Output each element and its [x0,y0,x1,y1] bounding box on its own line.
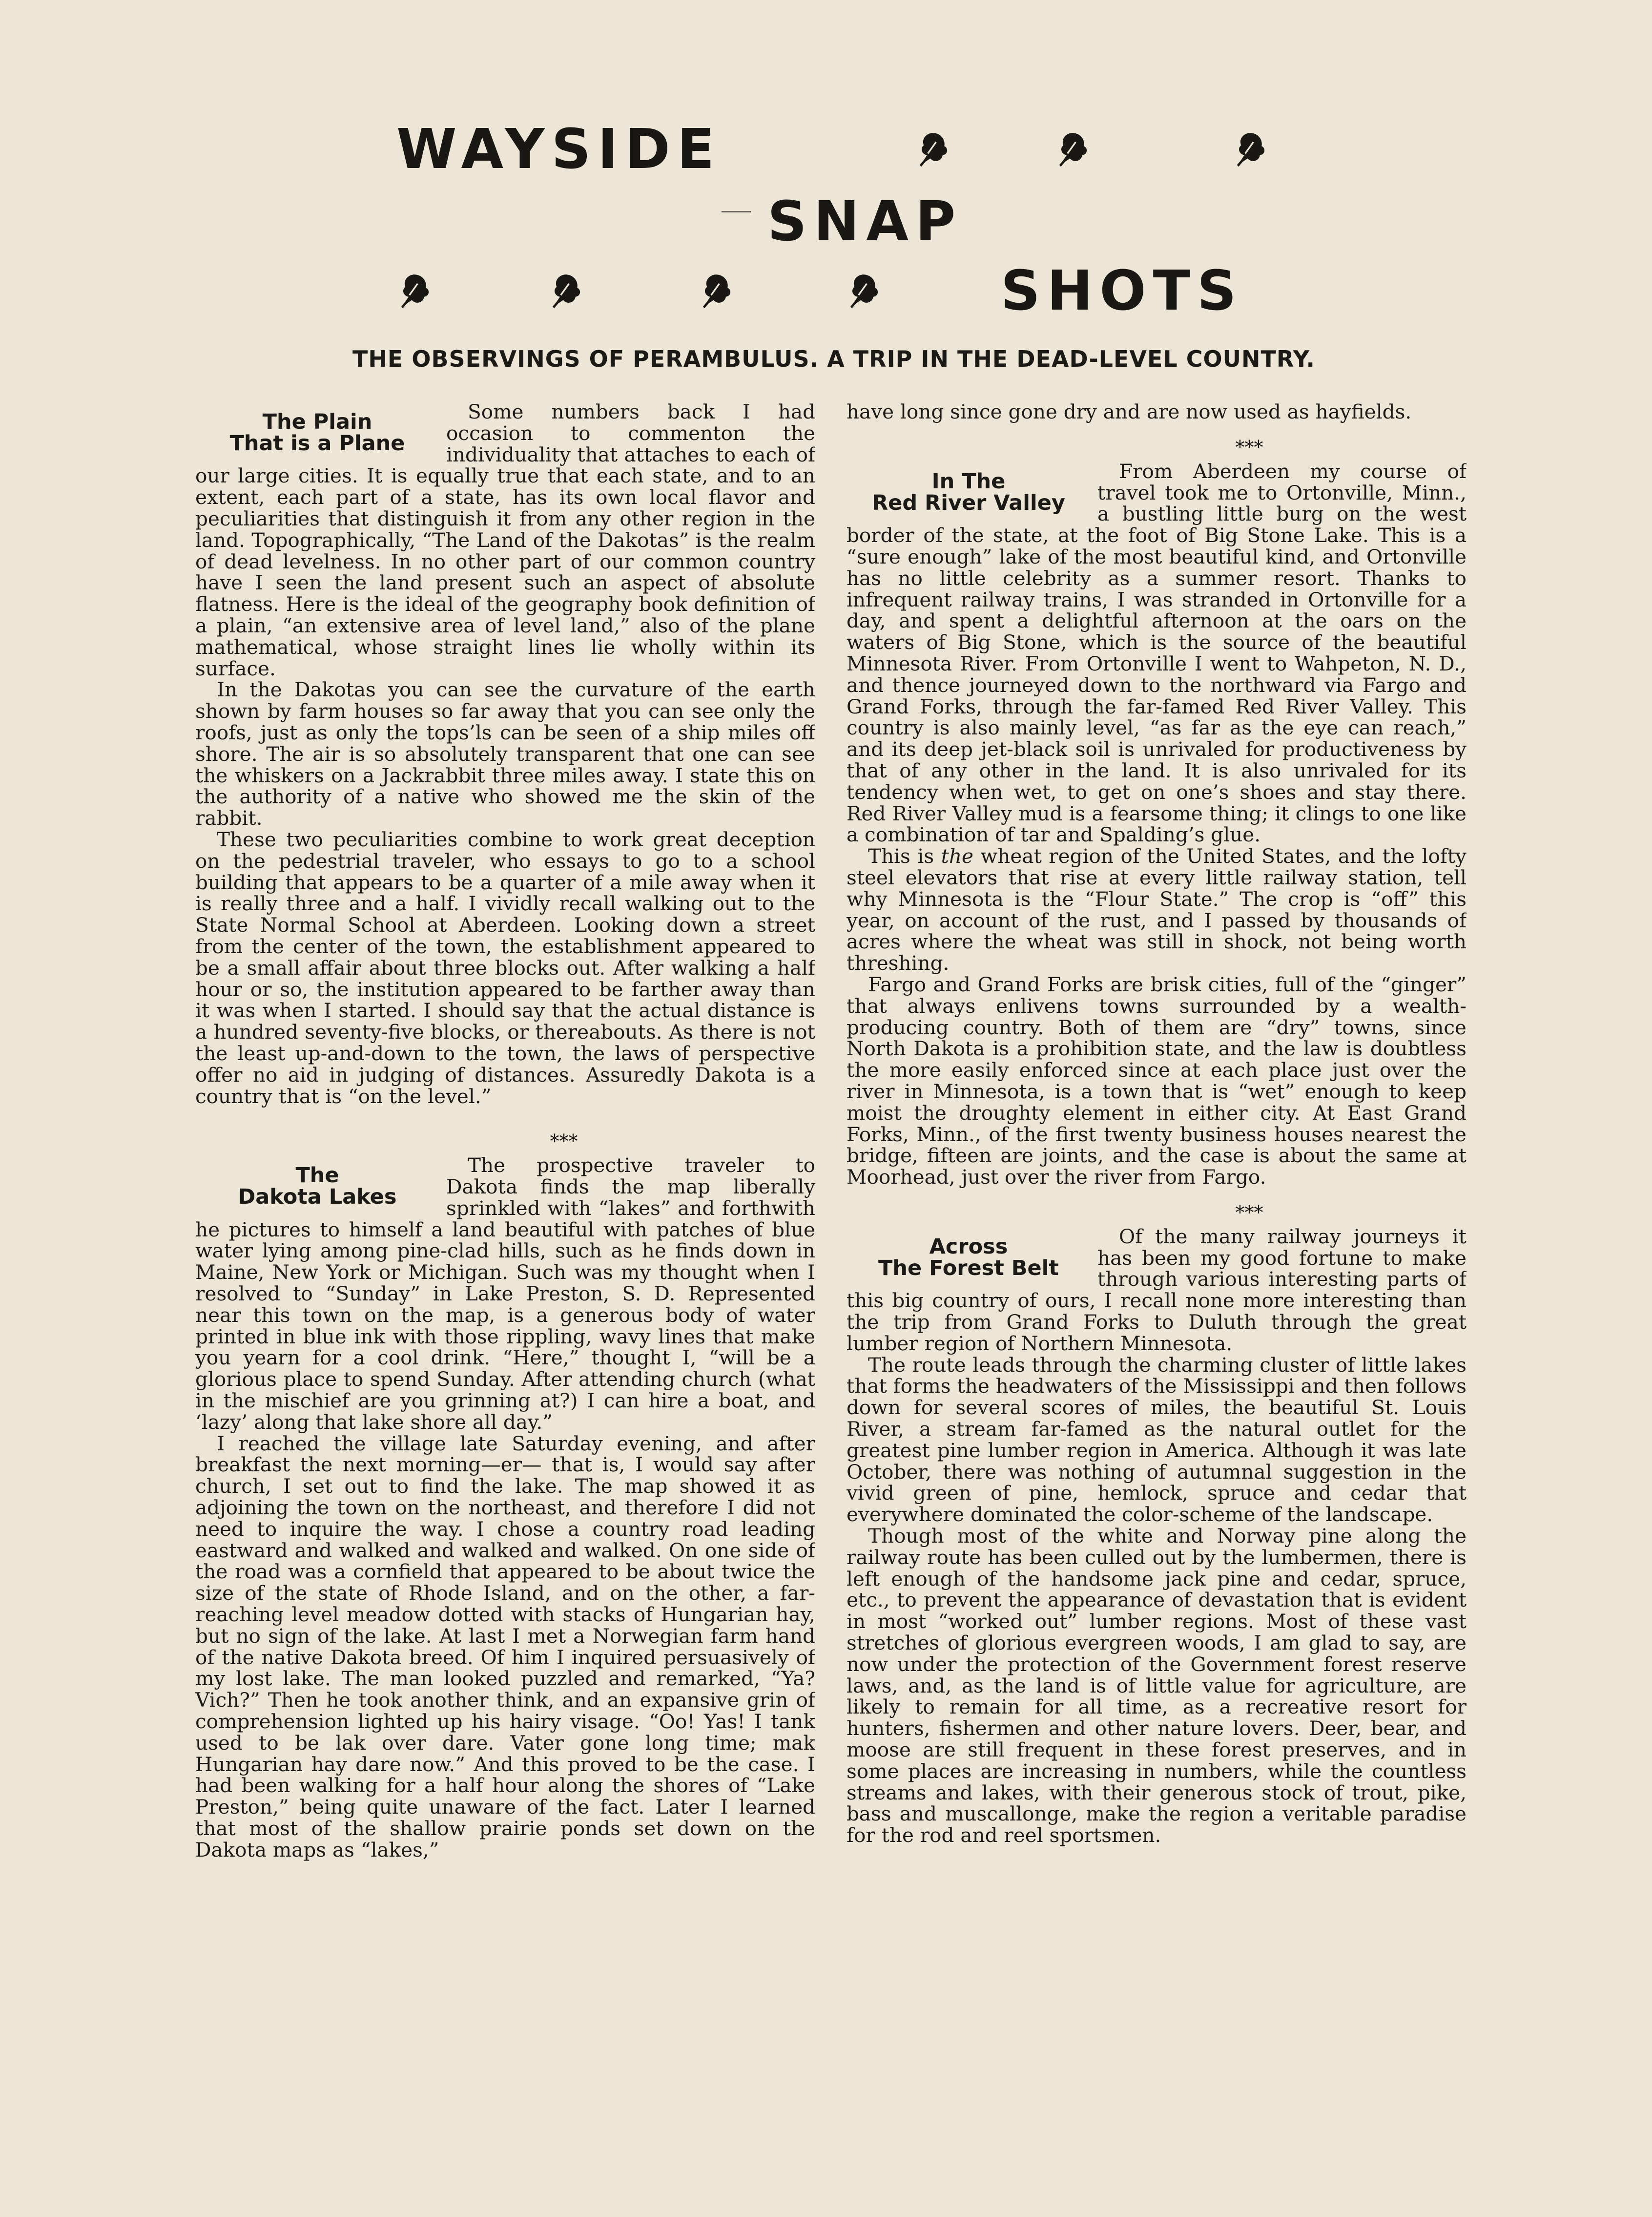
leaf-ornament-icon [391,271,432,312]
paragraph: These two peculiarities combine to work great deception on the pedestrial traveler, who essays to go to a school building that appears to be a quarter of a mile away when it is really three and a half. I vividly recall walking out to the State Normal School at Aberdeen. Looking down a street from the center of the town, the establishment appeared to be a small affair about three blocks out. After walking a half hour or so, the institution appeared to be farther away than it was when I started. I should say that the actual distance is a hundred seventy-five blocks, or thereabouts. As there is not the least up-and-down to the town, the laws of perspective offer no aid in judging of distances. Assuredly Dakota is a country that is “on the level.” [195,827,815,1108]
paragraph: The route leads through the charming cluster of little lakes that forms the headwaters of the Mississippi and then follows down for several scores of miles, the beautiful St. Louis River, a stream far-famed as the natural outlet for the greatest pine lumber region in America. Although it was late October, there was nothing of autumnal suggestion in the vivid green of pine, hemlock, spruce and cedar that everywhere dominated the color-scheme of the landscape. [847,1353,1466,1527]
sidehead-red-river-line2: Red River Valley [872,490,1065,515]
section-separator: *** [1235,1201,1263,1223]
paragraph: Some numbers back I had occasion to commenton the individuality that attaches to each of our large cities. It is equally true that each state, and to an extent, each part of a state, has its own local flavor and peculiarities that distinguish it from any other region in the land. Topographically, “The Land of the Dakotas” is the realm of dead levelness. In no other part of our common country have I seen the land present such an aspect of absolute flatness. Here is the ideal of the geography book definition of a plain, “an extensive area of level land,” also of the plane mathematical, whose straight lines lie wholly within its surface. [195,401,815,680]
sidehead-red-river [847,471,1091,514]
leaf-ornament-icon [542,271,583,312]
sidehead-plain-line1: The Plain [262,410,372,434]
title-snap: SNAP [767,190,963,253]
section-separator: *** [1235,436,1263,458]
paragraph: I reached the village late Saturday evening, and after breakfast the next morning—er— that is, I would say after church, I set out to find the lake. The map showed it as adjoining the town on the northeast, and therefore I did not need to inquire the way. I chose a country road leading eastward and walked and walked and walked. On one side of the road was a cornfield that appeared to be about twice the size of the state of Rhode Island, and on the other, a far-reaching level meadow dotted with stacks of Hungarian hay, but no sign of the lake. At last I met a Norwegian farm hand of the native Dakota breed. Of him I inquired persuasively of my lost lake. The man looked puzzled and remarked, “Ya? Vich?” Then he took another think, and an expansive grin of comprehension lighted up his hairy visage. “Oo! Yas! I tank used to be lak over dare. Vater gone long time; mak Hungarian hay dare now.” And this proved to be the case. I had been walking for a half hour along the shores of “Lake Preston,” being quite unaware of the fact. Later I learned that most of the shallow prairie ponds set down on the Dakota maps as “lakes,” [195,1431,815,1861]
sidehead-lakes-line1: The [295,1163,339,1188]
sidehead-plain [195,411,439,454]
paragraph [847,846,1466,974]
sidehead-red-river-line1: In The [931,469,1006,494]
emphasis: the [941,844,974,868]
title-shots: SHOTS [1001,259,1243,323]
paragraph: The prospective traveler to Dakota finds the map liberally sprinkled with “lakes” and forthwith he pictures to himself a land beautiful with patches of blue water lying among pine-clad hills, such as he finds down in Maine, New York or Michigan. Such was my thought when I resolved to “Sunday” in Lake Preston, S. D. Represented near this town on the map, is a generous body of water printed in blue ink with those rippling, wavy lines that make you yearn for a cool drink. “Here,” thought I, “will be a glorious place to spend Sunday. After attending church (what in the mischief are you grinning at?) I can hire a boat, and ‘lazy’ along that lake shore all day.” [195,1153,815,1434]
leaf-ornament-icon [909,129,950,170]
leaf-ornament-icon [840,271,881,312]
leaf-ornament-icon [1226,129,1267,170]
sidehead-forest-line1: Across [929,1234,1008,1259]
sidehead-lakes-line2: Dakota Lakes [238,1185,397,1210]
sidehead-forest-line2: The Forest Belt [878,1255,1059,1280]
title-wayside: WAYSIDE [396,118,722,181]
sidehead-forest [847,1236,1091,1279]
leaf-ornament-icon [692,271,733,312]
paragraph: have long since gone dry and are now used as hayfields. [847,401,1412,423]
paragraph: From Aberdeen my course of travel took me to Ortonville, Minn., a bustling little burg on the west border of the state, at the foot of Big Stone Lake. This is a “sure enough” lake of the most beautiful kind, and Ortonville has no little celebrity as a summer resort. Thanks to infrequent railway trains, I was stranded in Ortonville for a day, and spent a delightful afternoon at the oars on the waters of Big Stone, which is the source of the beautiful Minnesota River. From Ortonville I went to Wahpeton, N. D., and thence journeyed down to the northward via Fargo and Grand Forks, through the far-famed Red River Valley. This country is also mainly level, “as far as the eye can reach,” and its deep jet-black soil is unrivaled for productiveness by that of any other in the land. It is also unrivaled for its tendency when wet, to get on one’s shoes and stay there. Red River Valley mud is a fearsome thing; it clings to one like a combination of tar and Spalding’s glue. [847,459,1466,847]
leaf-ornament-icon [1049,129,1090,170]
sidehead-lakes [195,1165,439,1208]
right-column [847,401,1466,2086]
paragraph: Of the many railway journeys it has been my good fortune to make through various interesting parts of this big country of ours, I recall none more interesting than the trip from Grand Forks to Duluth through the great lumber region of Northern Minnesota. [847,1224,1466,1355]
title-dash [722,211,751,212]
left-column [195,401,815,2086]
paragraph: In the Dakotas you can see the curvature of the earth shown by farm houses so far away that you can see only the roofs, just as only the tops’ls can be seen of a ship miles off shore. The air is so absolutely transparent that one can see the whiskers on a Jackrabbit three miles away. I state this on the authority of a native who showed me the skin of the rabbit. [195,678,815,830]
paragraph: Fargo and Grand Forks are brisk cities, full of the “ginger” that always enlivens towns surrounded by a wealth-producing country. Both of them are “dry” towns, since North Dakota is a prohibition state, and the law is doubtless the more easily enforced since at each place just over the river in Minnesota, is a town that is “wet” enough to keep moist the droughty element in either city. At East Grand Forks, Minn., of the first twenty business houses nearest the bridge, fifteen are joints, and the case is about the same at Moorhead, just over the river from Fargo. [847,972,1466,1189]
paragraph: Though most of the white and Norway pine along the railway route has been culled out by the lumbermen, there is left enough of the handsome jack pine and cedar, spruce, etc., to prevent the appearance of devastation that is evident in most “worked out” lumber regions. Most of these vast stretches of glorious evergreen woods, I am glad to say, are now under the protection of the Government forest reserve laws, and, as the land is of little value for agriculture, are likely to remain for all time, as a recreative resort for hunters, fishermen and other nature lovers. Deer, bear, and moose are still frequent in these forest preserves, and in some places are increasing in numbers, while the countless streams and lakes, with their generous stock of trout, pike, bass and muscallonge, make the region a veritable paradise for the rod and reel sportsmen. [847,1524,1466,1847]
section-separator: *** [550,1130,578,1152]
sidehead-plain-line2: That is a Plane [229,431,405,456]
text-run: This is [868,844,941,868]
subtitle: THE OBSERVINGS OF PERAMBULUS. A TRIP IN THE DEAD-LEVEL COUNTRY. [352,346,1315,372]
text-run: wheat region of the United States, and the lofty steel elevators that rise at every little railway station, tell why Minnesota is the “Flour State.” The crop is “off” this year, on account of the rust, and I passed by thousands of acres where the wheat was still in shock, not being worth threshing. [847,844,1466,975]
